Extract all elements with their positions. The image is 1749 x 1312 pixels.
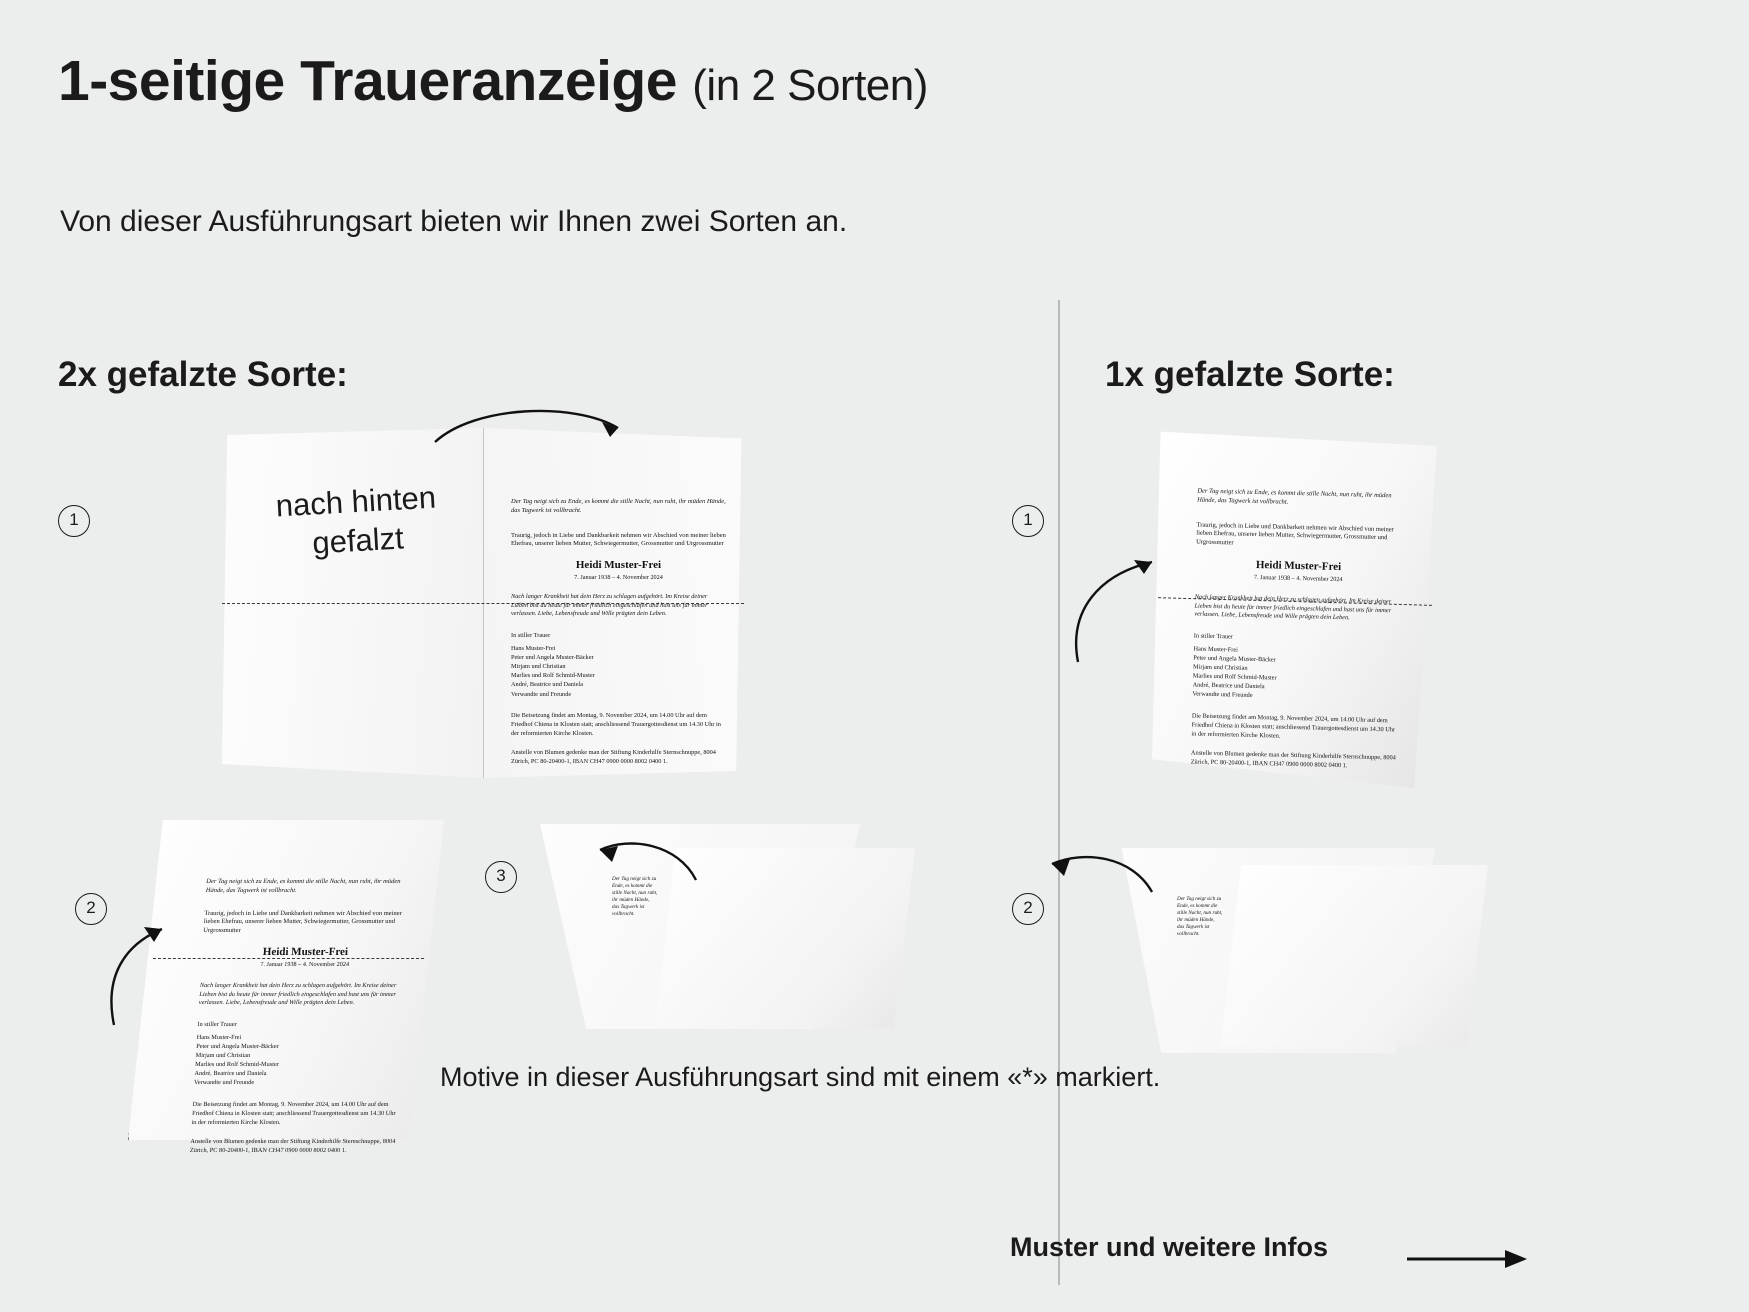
card-lead: Traurig, jedoch in Liebe und Dankbarkeit nehmen wir Abschied von meiner lieben Ehefrau, unserer lieben Mutter, Schwiegermutter, Grossmutter und Urgrossmutter xyxy=(511,531,726,548)
list-item: Marlies und Rolf Schmid-Muster xyxy=(511,672,595,680)
card-paragraph-italic: Nach langer Krankheit hat dein Herz zu schlagen aufgehört. Im Kreise deiner Lieben bist du heute für immer friedlich eingeschlafen und hast uns für immer verlassen. Liebe, Lebensfreude und Wille prägten dein Leben. xyxy=(198,982,397,1007)
card-content-sliver xyxy=(612,876,658,918)
card-mourners-title: In stiller Trauer xyxy=(197,1020,237,1028)
card-dates: 7. Januar 1938 – 4. November 2024 xyxy=(1253,574,1343,584)
card-poem: Der Tag neigt sich zu Ende, es kommt die stille Nacht, nun ruht, ihr müden Hände, das Tagwerk ist vollbracht. xyxy=(612,876,658,918)
card-paragraph-italic: Nach langer Krankheit hat dein Herz zu schlagen aufgehört. Im Kreise deiner Lieben bist du heute für immer friedlich eingeschlafen und hast uns für immer verlassen. Liebe, Lebensfreude und Wille prägten dein Leben. xyxy=(511,593,708,618)
card-dates: 7. Januar 1938 – 4. November 2024 xyxy=(260,961,350,969)
list-item: André, Beatrice und Daniela xyxy=(511,681,584,689)
list-item: Verwandte und Freunde xyxy=(511,690,572,698)
card-content-folded-left xyxy=(190,878,414,1155)
card-name: Heidi Muster-Frei xyxy=(1255,558,1342,573)
card-front-sheet xyxy=(1220,865,1488,1047)
card-content-sliver xyxy=(1177,896,1223,938)
card-funeral-info: Die Beisetzung findet am Montag, 9. November 2024, um 14.00 Uhr auf dem Friedhof Chiena in Klosten statt; anschliessend Trauergottesdienst um 14.30 Uhr in der reformierten Kirche Klosten. xyxy=(1191,711,1396,740)
list-item: Mirjam und Christian xyxy=(195,1052,251,1059)
list-item: Mirjam und Christian xyxy=(1192,663,1248,672)
card-lead: Traurig, jedoch in Liebe und Dankbarkeit nehmen wir Abschied von meiner lieben Ehefrau, unserer lieben Mutter, Schwiegermutter, Grossmutter und Urgrossmutter xyxy=(203,909,402,935)
card-poem: Der Tag neigt sich zu Ende, es kommt die stille Nacht, nun ruht, ihr müden Hände, das Tagwerk ist vollbracht. xyxy=(205,878,401,894)
card-mourners-list xyxy=(194,1033,404,1088)
card-name: Heidi Muster-Frei xyxy=(262,945,349,958)
card-poem: Der Tag neigt sich zu Ende, es kommt die stille Nacht, nun ruht, ihr müden Hände, das Tagwerk ist vollbracht. xyxy=(511,498,726,514)
card-paragraph-italic: Nach langer Krankheit hat dein Herz zu schlagen aufgehört. Im Kreise deiner Lieben bist du heute für immer friedlich eingeschlafen und hast uns für immer verlassen. Liebe, Lebensfreude und Wille prägten dein Leben. xyxy=(1194,593,1392,622)
list-item: André, Beatrice und Daniela xyxy=(1192,681,1265,691)
card-mourners-list xyxy=(1192,644,1399,704)
card-funeral-info: Die Beisetzung findet am Montag, 9. November 2024, um 14.00 Uhr auf dem Friedhof Chiena in Klosten statt; anschliessend Trauergottesdienst um 14.30 Uhr in der reformierten Kirche Klosten. xyxy=(511,711,721,737)
figure-folded-card-left xyxy=(128,820,443,1154)
intro-text: Von dieser Ausführungsart bieten wir Ihnen zwei Sorten an. xyxy=(60,205,848,238)
list-item: Peter und Angela Muster-Bäcker xyxy=(1193,654,1276,664)
column-divider xyxy=(1058,300,1060,1285)
card-mourners-title: In stiller Trauer xyxy=(511,631,551,639)
card-donation-info: Anstelle von Blumen gedenke man der Stiftung Kinderhilfe Sternschnuppe, 8004 Zürich, PC 80-20400-1, IBAN CH47 0900 0000 8002 0400 1. xyxy=(1190,749,1396,770)
card-funeral-info: Die Beisetzung findet am Montag, 9. November 2024, um 14.00 Uhr auf dem Friedhof Chiena in Klosten statt; anschliessend Trauergottesdienst um 14.30 Uhr in der reformierten Kirche Klosten. xyxy=(191,1100,396,1126)
card-mourners-title: In stiller Trauer xyxy=(1193,632,1234,641)
card-lead: Traurig, jedoch in Liebe und Dankbarkeit nehmen wir Abschied von meiner lieben Ehefrau, unserer lieben Mutter, Schwiegermutter, Grossmutter und Urgrossmutter xyxy=(1196,521,1394,547)
arrow-right-icon xyxy=(1405,1248,1530,1270)
card-mourners-list xyxy=(511,644,726,699)
figure-open-card-right xyxy=(1152,428,1437,788)
page-title-main: 1-seitige Traueranzeige xyxy=(58,49,677,113)
figure-final-fold-left xyxy=(540,824,915,1044)
card-front-sheet xyxy=(655,848,915,1028)
note-muster: Muster und weitere Infos xyxy=(1010,1232,1329,1262)
list-item: Peter und Angela Muster-Bäcker xyxy=(511,654,594,662)
fold-instruction-label: nach hinten gefalzt xyxy=(274,479,437,561)
left-column-heading: 2x gefalzte Sorte: xyxy=(58,355,348,394)
right-column-heading: 1x gefalzte Sorte: xyxy=(1105,355,1395,394)
list-item: Hans Muster-Frei xyxy=(511,644,556,652)
page-title xyxy=(58,48,928,114)
card-donation-info: Anstelle von Blumen gedenke man der Stiftung Kinderhilfe Sternschnuppe, 8004 Zürich, PC 80-20400-1, IBAN CH47 0900 0000 8002 0400 1. xyxy=(189,1137,396,1154)
list-item: Verwandte und Freunde xyxy=(193,1079,255,1087)
list-item: Marlies und Rolf Schmid-Muster xyxy=(194,1061,280,1069)
list-item: André, Beatrice und Daniela xyxy=(194,1070,267,1078)
figure-folded-card-right xyxy=(1115,838,1505,1068)
card-donation-info: Anstelle von Blumen gedenke man der Stiftung Kinderhilfe Sternschnuppe, 8004 Zürich, PC 80-20400-1, IBAN CH47 0900 0000 8002 0400 1. xyxy=(511,749,716,766)
card-poem: Der Tag neigt sich zu Ende, es kommt die stille Nacht, nun ruht, ihr müden Hände, das Tagwerk ist vollbracht. xyxy=(1197,487,1392,506)
card-content-right-figure xyxy=(1191,488,1404,772)
note-motive: Motive in dieser Ausführungsart sind mit einem «*» markiert. xyxy=(440,1062,1161,1092)
step-number-2-left: 2 xyxy=(75,893,107,925)
list-item: Verwandte und Freunde xyxy=(1192,690,1253,700)
card-poem: Der Tag neigt sich zu Ende, es kommt die stille Nacht, nun ruht, ihr müden Hände, das Tagwerk ist vollbracht. xyxy=(1177,896,1223,938)
page-title-sub: (in 2 Sorten) xyxy=(692,61,928,110)
step-number-1-left: 1 xyxy=(58,505,90,537)
list-item: Mirjam und Christian xyxy=(511,663,566,671)
list-item: Hans Muster-Frei xyxy=(1193,645,1239,654)
card-dates: 7. Januar 1938 – 4. November 2024 xyxy=(574,574,663,582)
list-item: Hans Muster-Frei xyxy=(196,1033,242,1041)
list-item: Marlies und Rolf Schmid-Muster xyxy=(1192,672,1277,682)
step-number-1-right: 1 xyxy=(1012,505,1044,537)
step-number-2-right: 2 xyxy=(1012,893,1044,925)
figure-open-card-left xyxy=(222,428,744,778)
card-content-left-figure xyxy=(511,498,726,766)
list-item: Peter und Angela Muster-Bäcker xyxy=(195,1042,279,1050)
step-number-3-left: 3 xyxy=(485,861,517,893)
card-name: Heidi Muster-Frei xyxy=(575,559,662,572)
